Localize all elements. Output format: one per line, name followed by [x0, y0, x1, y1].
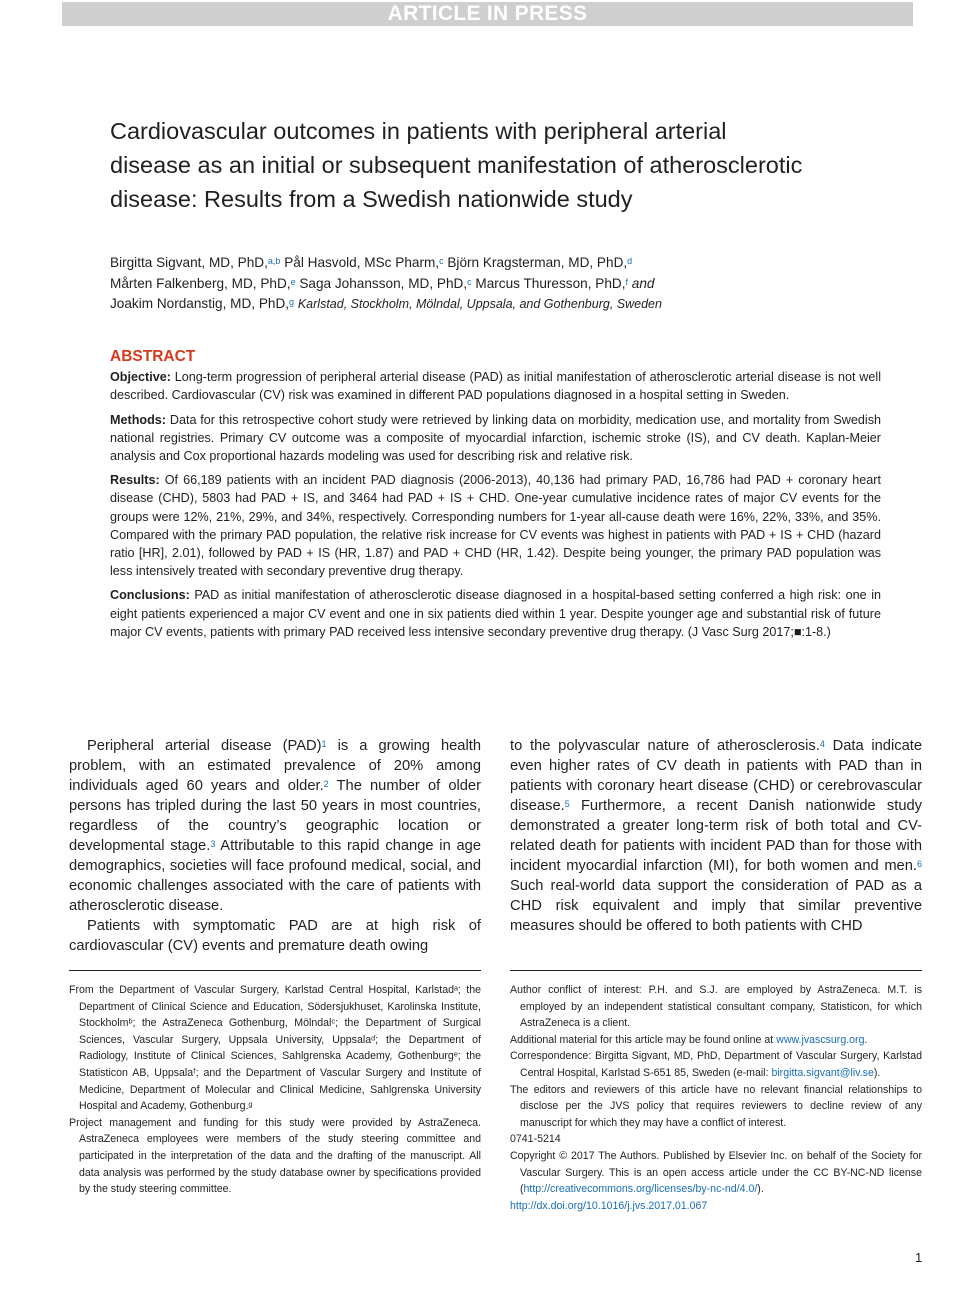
footnotes-left: [69, 982, 481, 1198]
abstract-label: Results:: [110, 473, 160, 488]
body-column-right: [510, 736, 922, 936]
abstract-results: [110, 471, 881, 580]
author-affil-sup: g: [289, 297, 295, 307]
body-text: is a growing health problem, with an estimated prevalence of 20% among individuals aged 60 years and older.: [69, 738, 481, 794]
reference-link[interactable]: 1: [321, 739, 327, 749]
reference-link[interactable]: 5: [564, 799, 570, 809]
author: Joakim Nordanstig, MD, PhD,: [110, 296, 290, 311]
footnote-conflict: Author conflict of interest: P.H. and S.J. are employed by AstraZeneca. M.T. is employed by an independent statistical consultant company, Statisticon, for which AstraZeneca is a client.: [510, 984, 922, 1030]
footnote-divider-right: [510, 970, 922, 971]
footnote-affiliations: From the Department of Vascular Surgery, Karlstad Central Hospital, Karlstadᵃ; the Department of Clinical Science and Education, Södersjukhuset, Karolinska Institute, Stockholmᵇ; the AstraZeneca Gothenburg, Mölndalᶜ; the Department of Surgical Sciences, Vascular Surgery, Uppsala University, Uppsalaᵈ; the Department of Radiology, Institute of Clinical Sciences, Sahlgrenska Academy, Gothenburgᵉ; the Statisticon AB, Uppsalaᶠ; and the Department of Vascular Surgery and Institute of Medicine, Department of Molecular and Clinical Medicine, Sahlgrenska University Hospital and Academy, Gothenburg.ᵍ: [69, 984, 481, 1113]
footnote-text: Copyright © 2017 The Authors. Published by Elsevier Inc. on behalf of the Society for Vascular Surgery. This is an open access article under the CC BY-NC-ND license (: [510, 1149, 922, 1196]
article-in-press-banner: ARTICLE IN PRESS: [62, 2, 913, 26]
author-affil-sup: f: [625, 276, 629, 287]
footnote-copyright: [510, 1148, 922, 1198]
body-text: Furthermore, a recent Danish nationwide study demonstrated a greater long-term risk of both total and CV-related death for patients with incident PAD than for those with incident myocardial infarction (MI), for both women and men.: [510, 798, 922, 874]
footnotes-right: [510, 982, 922, 1214]
author-and: and: [631, 275, 655, 291]
reference-link[interactable]: 3: [210, 839, 216, 849]
email-link[interactable]: birgitta.sigvant@liv.se: [771, 1066, 874, 1079]
body-paragraph: Patients with symptomatic PAD are at high risk of cardiovascular (CV) events and premature death owing: [69, 918, 481, 954]
abstract-methods: [110, 411, 881, 466]
reference-link[interactable]: 4: [819, 739, 825, 749]
author: Mårten Falkenberg, MD, PhD,: [110, 275, 291, 291]
author-list: [110, 253, 810, 315]
footnote-text: .: [864, 1033, 868, 1046]
body-text: to the polyvascular nature of atherosclerosis.: [510, 738, 820, 754]
author: Björn Kragsterman, MD, PhD,: [447, 255, 628, 270]
body-paragraph: [510, 736, 922, 936]
footnote-correspondence: [510, 1048, 922, 1081]
license-link[interactable]: http://creativecommons.org/licenses/by-nc-nd/4.0/: [523, 1183, 758, 1196]
author-affil-sup: c: [467, 276, 472, 287]
abstract-text: Data for this retrospective cohort study were retrieved by linking data on morbidity, medication use, and mortality from Swedish national registries. Primary CV outcome was a composite of myocardial infarction, ischemic stroke (IS), and CV death. Kaplan-Meier analysis and Cox proportional hazards modeling was used for describing risk and relative risk.: [110, 412, 882, 464]
footnote-additional: [510, 1032, 922, 1049]
abstract-label: Objective:: [110, 370, 171, 385]
abstract-heading: ABSTRACT: [110, 348, 196, 365]
journal-link[interactable]: www.jvascsurg.org: [776, 1033, 865, 1046]
footnote-text: ).: [873, 1066, 881, 1079]
footnote-text: ).: [757, 1183, 764, 1196]
author-affiliation: Karlstad, Stockholm, Mölndal, Uppsala, and Gothenburg, Sweden: [297, 297, 662, 311]
body-text: The number of older persons has tripled during the last 50 years in most countries, regardless of the country’s geographic location or developmental stage.: [69, 778, 481, 854]
footnote-text: Correspondence: Birgitta Sigvant, MD, PhD, Department of Vascular Surgery, Karlstad Central Hospital, Karlstad S-651 85, Sweden (e-mail:: [510, 1050, 922, 1079]
footnote-issn: 0741-5214: [510, 1133, 561, 1146]
author: Pål Hasvold, MSc Pharm,: [284, 255, 440, 270]
body-text: Attributable to this rapid change in age demographics, societies will face profound medical, social, and economic challenges associated with the care of patients with atherosclerotic disease.: [69, 838, 481, 914]
article-title: Cardiovascular outcomes in patients with peripheral arterial disease as an initial or subsequent manifestation of atherosclerotic disease: Results from a Swedish nationwide study: [110, 118, 803, 212]
author-affil-sup: c: [439, 256, 444, 266]
abstract-label: Methods:: [110, 412, 166, 427]
doi-link[interactable]: http://dx.doi.org/10.1016/j.jvs.2017.01.067: [510, 1199, 708, 1212]
abstract-label: Conclusions:: [110, 588, 190, 603]
author: Marcus Thuresson, PhD,: [475, 275, 626, 291]
author-affil-sup: e: [290, 276, 296, 287]
reference-link[interactable]: 6: [916, 859, 922, 869]
abstract-text: PAD as initial manifestation of atherosclerotic disease diagnosed in a hospital-based setting conferred a high risk: one in eight patients experienced a major CV event and one in six patients died within 1 year. Despite younger age and substantial risk of future major CV events, patients with primary PAD received less intensive secondary preventive drug therapy. (J Vasc Surg 2017;■:1-8.): [110, 588, 881, 639]
author: Birgitta Sigvant, MD, PhD,: [110, 255, 268, 270]
body-column-left: [69, 736, 481, 956]
footnote-divider-left: [69, 970, 481, 971]
author-affil-sup: d: [627, 256, 633, 266]
reference-link[interactable]: 2: [323, 779, 329, 789]
body-text: Peripheral arterial disease (PAD): [87, 738, 322, 754]
author: Saga Johansson, MD, PhD,: [299, 275, 468, 291]
abstract-text: Of 66,189 patients with an incident PAD diagnosis (2006-2013), 40,136 had primary PAD, 16,786 had PAD + coronary heart disease (CHD), 5803 had PAD + IS, and 3464 had PAD + IS + CHD. One-year cumulative incidence rates of major CV events for the groups were 12%, 21%, 29%, and 34%, respectively. Corresponding numbers for 1-year all-cause death were 16%, 22%, 33%, and 35%. Compared with the primary PAD population, the relative risk increase for CV events was highest in patients with PAD + IS + CHD (hazard ratio [HR], 2.01), followed by PAD + IS (HR, 1.87) and PAD + CHD (HR, 1.42). Despite being younger, the primary PAD population was less intensively treated with secondary preventive drug therapy.: [110, 473, 881, 579]
footnote-text: Additional material for this article may be found online at: [510, 1033, 777, 1046]
footnote-funding: Project management and funding for this study were provided by AstraZeneca. AstraZeneca employees were members of the study steering committee and participated in the interpretation of the data and the drafting of the manuscript. All data analysis was performed by the study database owner by specifications provided by the study steering committee.: [69, 1116, 481, 1196]
abstract: [110, 348, 881, 647]
footnote-editors: The editors and reviewers of this article have no relevant financial relationships to disclose per the JVS policy that requires reviewers to decline review of any manuscript for which they may have a conflict of interest.: [510, 1083, 922, 1129]
body-paragraph: [69, 736, 481, 916]
abstract-text: Long-term progression of peripheral arterial disease (PAD) as initial manifestation of atherosclerotic arterial disease is not well described. Cardiovascular (CV) risk was examined in different PAD populations diagnosed in a hospital setting in Sweden.: [110, 370, 882, 403]
body-text: Data indicate even higher rates of CV death in patients with PAD than in patients with coronary heart disease (CHD) or cerebrovascular disease.: [510, 738, 922, 814]
author-affil-sup: a,b: [267, 256, 281, 266]
abstract-conclusions: [110, 586, 881, 641]
page-number: 1: [915, 1250, 923, 1265]
abstract-objective: [110, 368, 881, 404]
body-text: Such real-world data support the consideration of PAD as a CHD risk equivalent and imply that similar preventive measures should be offered to both patients with CHD: [510, 878, 922, 934]
